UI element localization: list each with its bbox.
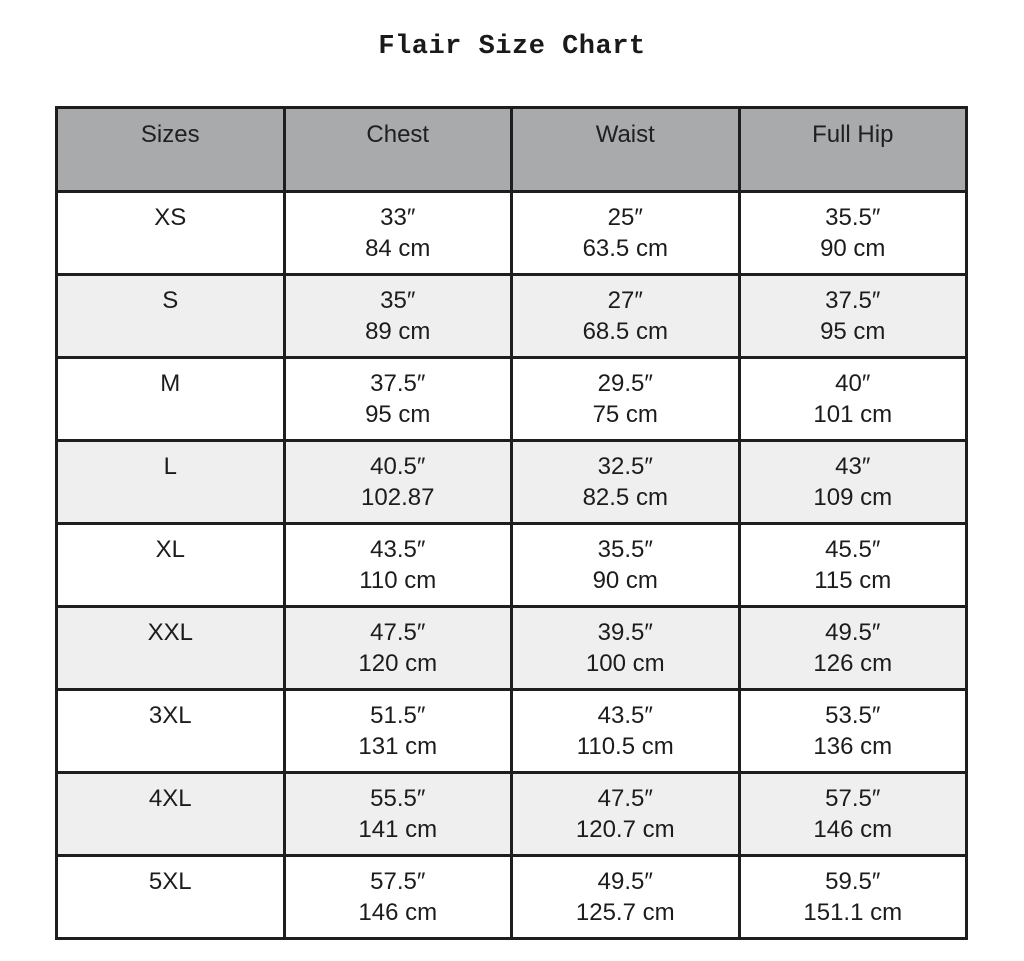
waist-inches-value: 39.5″ bbox=[597, 619, 653, 646]
chest-inches-value: 47.5″ bbox=[370, 619, 426, 646]
chest-cell bbox=[284, 773, 512, 856]
waist-cell bbox=[512, 524, 740, 607]
chest-inches-value: 55.5″ bbox=[370, 785, 426, 812]
table-row bbox=[57, 358, 967, 441]
hip-cell bbox=[739, 192, 967, 275]
waist-inches-value: 35.5″ bbox=[597, 536, 653, 563]
waist-inches-value: 32.5″ bbox=[597, 453, 653, 480]
header-full-hip: Full Hip bbox=[739, 108, 967, 192]
header-row bbox=[57, 108, 967, 192]
waist-inches-value: 29.5″ bbox=[597, 370, 653, 397]
hip-cell bbox=[739, 441, 967, 524]
hip-inches-value: 35.5″ bbox=[825, 204, 881, 231]
hip-inches-value: 45.5″ bbox=[825, 536, 881, 563]
waist-metric-value: 82.5 cm bbox=[582, 484, 668, 511]
hip-metric-value: 101 cm bbox=[813, 401, 893, 428]
table-row bbox=[57, 192, 967, 275]
table-row bbox=[57, 856, 967, 939]
waist-cell bbox=[512, 773, 740, 856]
chest-cell bbox=[284, 358, 512, 441]
hip-cell bbox=[739, 773, 967, 856]
waist-metric-value: 63.5 cm bbox=[582, 235, 668, 262]
chest-inches-value: 40.5″ bbox=[370, 453, 426, 480]
waist-metric-value: 120.7 cm bbox=[575, 816, 675, 843]
waist-inches-value: 49.5″ bbox=[597, 868, 653, 895]
chest-cell bbox=[284, 192, 512, 275]
chest-inches-value: 37.5″ bbox=[370, 370, 426, 397]
hip-inches-value: 49.5″ bbox=[825, 619, 881, 646]
hip-cell bbox=[739, 607, 967, 690]
waist-metric-value: 75 cm bbox=[592, 401, 658, 428]
size-label-cell: XL bbox=[57, 524, 285, 607]
chest-cell bbox=[284, 275, 512, 358]
chest-cell bbox=[284, 524, 512, 607]
hip-metric-value: 151.1 cm bbox=[803, 899, 903, 926]
chest-inches-value: 33″ bbox=[380, 204, 416, 231]
waist-metric-value: 125.7 cm bbox=[575, 899, 675, 926]
waist-cell bbox=[512, 607, 740, 690]
table-row bbox=[57, 275, 967, 358]
hip-inches-value: 43″ bbox=[835, 453, 871, 480]
chest-inches-value: 35″ bbox=[380, 287, 416, 314]
chest-metric-value: 102.87 bbox=[361, 484, 435, 511]
waist-cell bbox=[512, 856, 740, 939]
hip-inches-value: 53.5″ bbox=[825, 702, 881, 729]
hip-cell bbox=[739, 275, 967, 358]
chest-cell bbox=[284, 607, 512, 690]
header-sizes: Sizes bbox=[57, 108, 285, 192]
waist-cell bbox=[512, 690, 740, 773]
chest-metric-value: 95 cm bbox=[365, 401, 431, 428]
size-label-cell: 5XL bbox=[57, 856, 285, 939]
size-label-cell: 3XL bbox=[57, 690, 285, 773]
chest-metric-value: 110 cm bbox=[359, 567, 437, 594]
size-chart-table bbox=[55, 106, 968, 940]
size-label-cell: XS bbox=[57, 192, 285, 275]
hip-cell bbox=[739, 856, 967, 939]
chest-metric-value: 84 cm bbox=[365, 235, 431, 262]
size-label-cell: 4XL bbox=[57, 773, 285, 856]
size-label-cell: M bbox=[57, 358, 285, 441]
size-label-cell: S bbox=[57, 275, 285, 358]
waist-metric-value: 100 cm bbox=[585, 650, 665, 677]
header-chest: Chest bbox=[284, 108, 512, 192]
table-row bbox=[57, 690, 967, 773]
header-waist: Waist bbox=[512, 108, 740, 192]
hip-cell bbox=[739, 358, 967, 441]
chest-inches-value: 43.5″ bbox=[370, 536, 426, 563]
hip-metric-value: 115 cm bbox=[814, 567, 892, 594]
hip-inches-value: 37.5″ bbox=[825, 287, 881, 314]
hip-metric-value: 126 cm bbox=[813, 650, 893, 677]
chest-metric-value: 89 cm bbox=[365, 318, 431, 345]
table-body bbox=[57, 192, 967, 939]
waist-cell bbox=[512, 441, 740, 524]
table-row bbox=[57, 441, 967, 524]
hip-metric-value: 109 cm bbox=[813, 484, 893, 511]
chest-metric-value: 146 cm bbox=[358, 899, 438, 926]
hip-cell bbox=[739, 690, 967, 773]
chest-metric-value: 131 cm bbox=[358, 733, 438, 760]
chest-cell bbox=[284, 441, 512, 524]
waist-cell bbox=[512, 192, 740, 275]
chest-metric-value: 141 cm bbox=[358, 816, 438, 843]
waist-cell bbox=[512, 358, 740, 441]
size-label-cell: L bbox=[57, 441, 285, 524]
waist-cell bbox=[512, 275, 740, 358]
chest-inches-value: 51.5″ bbox=[370, 702, 426, 729]
hip-metric-value: 90 cm bbox=[820, 235, 886, 262]
hip-metric-value: 136 cm bbox=[813, 733, 893, 760]
waist-metric-value: 110.5 cm bbox=[576, 733, 674, 760]
chest-metric-value: 120 cm bbox=[358, 650, 438, 677]
hip-inches-value: 40″ bbox=[835, 370, 871, 397]
table-row bbox=[57, 607, 967, 690]
waist-metric-value: 90 cm bbox=[592, 567, 658, 594]
waist-inches-value: 47.5″ bbox=[597, 785, 653, 812]
waist-inches-value: 25″ bbox=[607, 204, 643, 231]
chart-title: Flair Size Chart bbox=[378, 32, 646, 62]
chest-cell bbox=[284, 690, 512, 773]
hip-inches-value: 57.5″ bbox=[825, 785, 881, 812]
table-row bbox=[57, 524, 967, 607]
size-label-cell: XXL bbox=[57, 607, 285, 690]
hip-metric-value: 146 cm bbox=[813, 816, 893, 843]
hip-metric-value: 95 cm bbox=[820, 318, 886, 345]
waist-inches-value: 43.5″ bbox=[597, 702, 653, 729]
waist-metric-value: 68.5 cm bbox=[582, 318, 668, 345]
chest-inches-value: 57.5″ bbox=[370, 868, 426, 895]
chest-cell bbox=[284, 856, 512, 939]
waist-inches-value: 27″ bbox=[607, 287, 643, 314]
table-row bbox=[57, 773, 967, 856]
hip-cell bbox=[739, 524, 967, 607]
hip-inches-value: 59.5″ bbox=[825, 868, 881, 895]
